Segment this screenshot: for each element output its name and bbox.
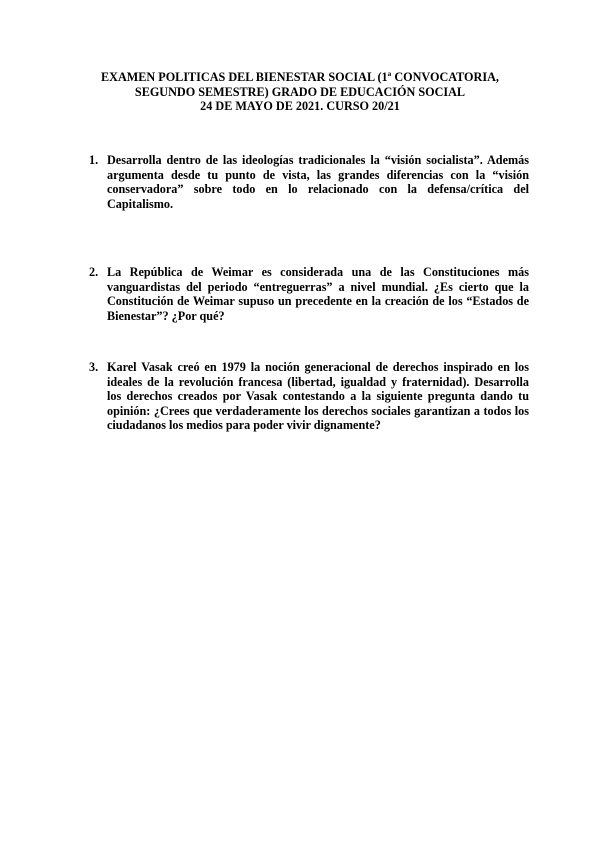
question-text: Desarrolla dentro de las ideologías tradicionales la “visión socialista”. Además argumenta desde tu punto de vista, las grandes diferencias con la “visión conservadora” sobre todo en lo relacionado con la defensa/crítica del Capitalismo.: [107, 153, 529, 211]
question-number: 3.: [89, 360, 99, 374]
exam-title: [60, 70, 540, 114]
question-1: [89, 153, 529, 211]
title-line-1: EXAMEN POLITICAS DEL BIENESTAR SOCIAL (1ª CONVOCATORIA,: [101, 70, 499, 84]
question-number: 1.: [89, 153, 99, 167]
title-line-2: SEGUNDO SEMESTRE) GRADO DE EDUCACIÓN SOCIAL: [134, 84, 466, 99]
title-line-3: 24 DE MAYO DE 2021. CURSO 20/21: [200, 99, 400, 113]
question-text: La República de Weimar es considerada una de las Constituciones más vanguardistas del periodo “entreguerras” a nivel mundial. ¿Es cierto que la Constitución de Weimar supuso un precedente en la creación de los “Estados de Bienestar”? ¿Por qué?: [107, 265, 529, 323]
question-3: [89, 360, 529, 433]
question-number: 2.: [89, 265, 99, 279]
question-text: Karel Vasak creó en 1979 la noción generacional de derechos inspirado en los ideales de la revolución francesa (libertad, igualdad y fraternidad). Desarrolla los derechos creados por Vasak contestando a la siguiente pregunta dando tu opinión: ¿Crees que verdaderamente los derechos sociales garantizan a todos los ciudadanos los medios para poder vivir dignamente?: [107, 360, 529, 433]
question-2: [89, 265, 529, 323]
